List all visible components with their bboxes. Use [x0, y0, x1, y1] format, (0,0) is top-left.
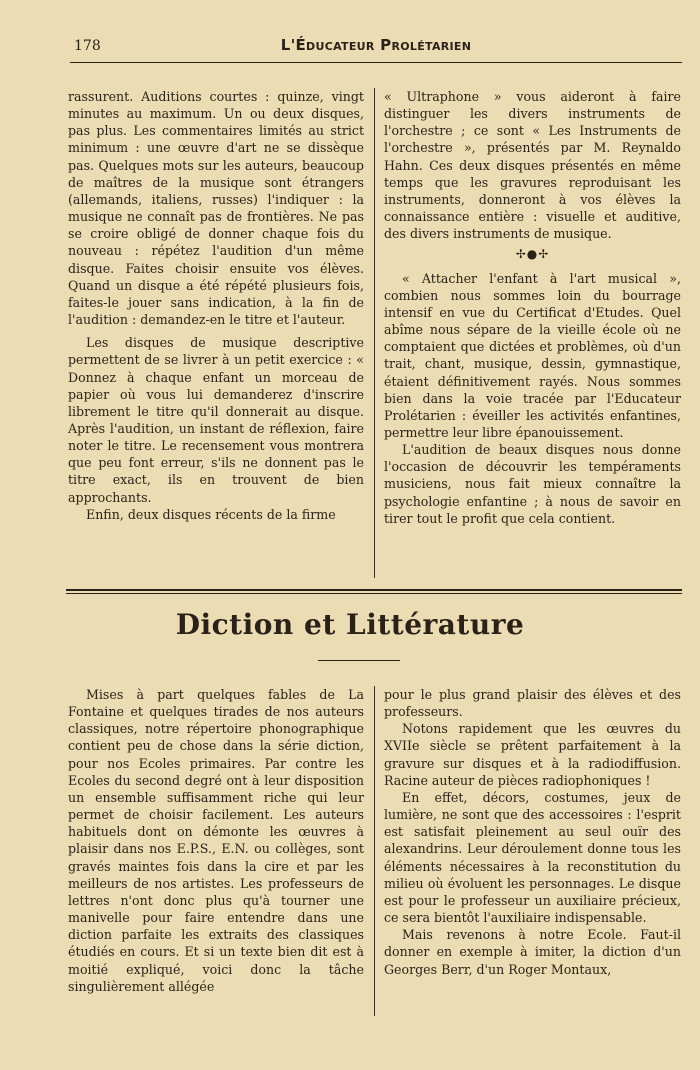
title-underline: [318, 660, 400, 661]
paragraph: Notons rapidement que les œuvres du XVIIe siècle se prêtent parfaitement à la gravure sur disques et à la radiodiffusion. Racine auteur de pièces radiophoniques !: [384, 721, 681, 788]
paragraph: rassurent. Auditions courtes : quinze, vingt minutes au maximum. Un ou deux disques, pas plus. Les commentaires limités au strict minimum : une œuvre d'art ne se dissèque pas. Quelques mots sur les auteurs, beaucoup de maîtres de la musique sont étrangers (allemands, italiens, russes) l'indiquer : la musique ne connaît pas de frontières. Ne pas se croire obligé de donner chaque fois du nouveau : répétez l'audition d'un même disque. Faites choisir ensuite vos élèves. Quand un disque a été répété plusieurs fois, faites-le jouer sans indication, à la fin de l'audition : demandez-en le titre et l'auteur.: [68, 89, 364, 328]
bottom-left-column: [68, 686, 364, 995]
top-right-column: [384, 88, 681, 527]
page-header: [70, 36, 682, 58]
paragraph: « Attacher l'enfant à l'art musical », combien nous sommes loin du bourrage intensif en vue du Certificat d'Etudes. Quel abîme nous sépare de la vieille école où ne comptaient que dictées et problèmes, où d'un trait, chant, musique, dessin, gymnastique, étaient définitivement rayés. Nous sommes bien dans la voie tracée par l'Educateur Prolétarien : éveiller les activités enfantines, permettre leur libre épanouissement.: [384, 270, 681, 440]
paragraph: Mises à part quelques fables de La Fontaine et quelques tirades de nos auteurs classiques, notre répertoire phonographique contient peu de chose dans la série diction, pour nos Ecoles primaires. Par contre les Ecoles du second degré ont à leur disposition un ensemble suffisamment riche qui leur permet de choisir facilement. Les auteurs habituels dont on démonte les œuvres à plaisir dans nos E.P.S., E.N. ou collèges, sont gravés maintes fois dans la cire et par les meilleurs de nos artistes. Les professeurs de lettres n'ont donc plus qu'à tourner une manivelle pour faire entendre dans une diction parfaite les extraits des classiques étudiés en cours. Et si un texte bien dit est à moitié expliqué, voici donc la tâche singulièrement allégée: [68, 687, 364, 994]
paragraph: L'audition de beaux disques nous donne l'occasion de découvrir les tempéraments musiciens, nous fait mieux connaître la psychologie enfantine ; à nous de savoir en tirer tout le profit que cela contient.: [384, 442, 681, 526]
bottom-right-column: [384, 686, 681, 978]
paragraph: Mais revenons à notre Ecole. Faut-il donner en exemple à imiter, la diction d'un Georges Berr, d'un Roger Montaux,: [384, 927, 681, 977]
paragraph: Enfin, deux disques récents de la firme: [86, 506, 336, 522]
paragraph: pour le plus grand plaisir des élèves et des professeurs.: [384, 687, 681, 720]
paragraph: « Ultraphone » vous aideront à faire distinguer les divers instruments de l'orchestre ; ce sont « Les Instruments de l'orchestre », présentés par M. Reynaldo Hahn. Ces deux disques présentés en même temps que les gravures reproduisant les instruments, donneront à vos élèves la connaissance entière : visuelle et auditive, des divers instruments de musique.: [384, 89, 681, 242]
running-title: L'Éducateur Prolétarien: [280, 36, 472, 54]
paragraph: En effet, décors, costumes, jeux de lumière, ne sont que des accessoires : l'esprit est satisfait pleinement au seul ouïr des alexandrins. Leur déroulement donne tous les éléments nécessaires à la reconstitution du milieu où évoluent les personnages. Le disque est pour le professeur un auxiliaire précieux, ce sera bientôt l'auxiliaire indispensable.: [384, 789, 681, 926]
section-separator: [66, 589, 682, 594]
page-number: 178: [74, 38, 101, 54]
column-divider: [374, 686, 375, 1016]
column-divider: [374, 88, 375, 578]
header-rule: [70, 62, 682, 63]
top-left-column: [68, 88, 364, 523]
section-title: Diction et Littérature: [175, 608, 525, 641]
paragraph: Les disques de musique descriptive permettent de se livrer à un petit exercice : « Donnez à chaque enfant un morceau de papier où vous lui demanderez d'inscrire librement le titre qu'il donnerait au disque. Après l'audition, un instant de réflexion, faire noter le titre. Le recensement vous montrera que peu font erreur, s'ils ne donnent pas le titre exact, ils en trouvent de bien approchants.: [68, 335, 364, 505]
ornament-icon: ✢●✢: [515, 247, 550, 262]
